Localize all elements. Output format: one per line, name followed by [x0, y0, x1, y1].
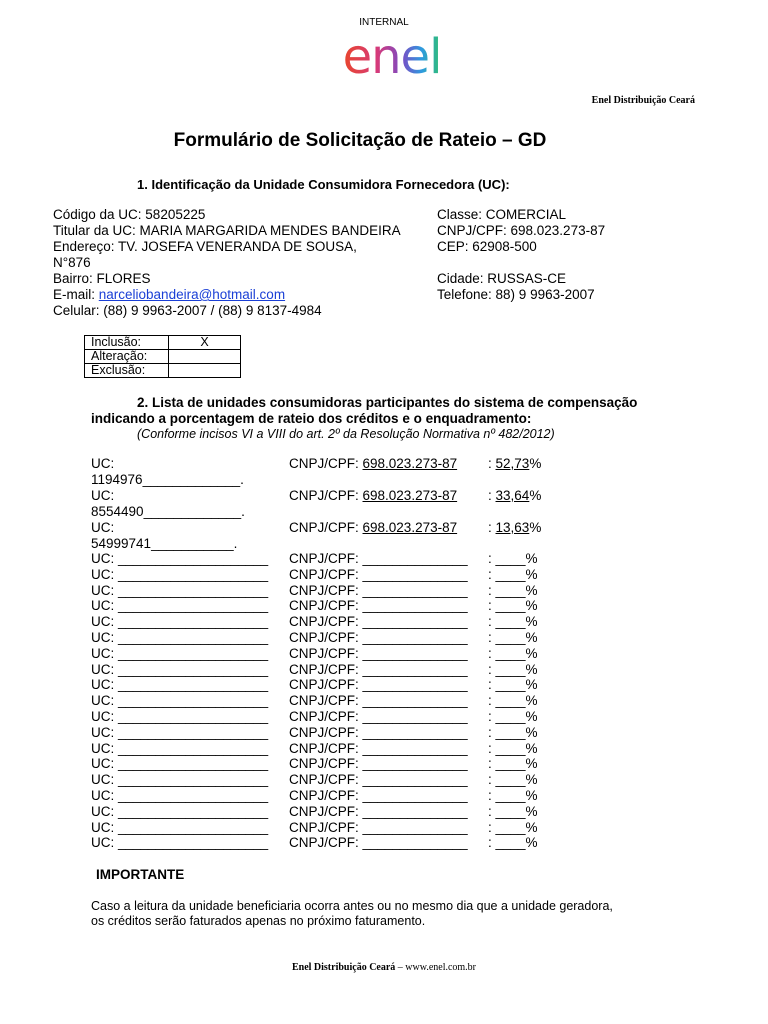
cnpj-value[interactable]: 698.023.273-87 [362, 456, 458, 471]
uc-blank-field: UC: ____________________ [91, 820, 269, 835]
telephone: Telefone: 88) 9 9963-2007 [437, 287, 595, 302]
cnpj-label: CNPJ/CPF: [289, 488, 363, 503]
cnpj-value[interactable]: 698.023.273-87 [362, 520, 458, 535]
note-line-2: os créditos serão faturados apenas no próximo faturamento. [91, 914, 426, 928]
section-2-heading-cont: indicando a porcentagem de rateio dos créditos e o enquadramento: [91, 411, 532, 426]
cnpj-blank-field: CNPJ/CPF: ______________ [289, 646, 468, 661]
cnpj-blank-field: CNPJ/CPF: ______________ [289, 835, 468, 850]
uc-blank-field: UC: ____________________ [91, 788, 269, 803]
page-footer [0, 962, 768, 973]
cnpj-cell [289, 456, 457, 472]
cnpj-blank-field: CNPJ/CPF: ______________ [289, 756, 468, 771]
svg-text:enel: enel [342, 33, 442, 81]
uc-blank-field: UC: ____________________ [91, 551, 269, 566]
percent-unit: % [529, 488, 542, 503]
cnpj-label: CNPJ/CPF: [289, 456, 363, 471]
percent-cell [488, 456, 541, 472]
percent-blank-field: : ____% [488, 583, 538, 598]
cnpj-label: CNPJ/CPF: [289, 520, 363, 535]
percent-blank-field: : ____% [488, 614, 538, 629]
important-note [91, 899, 613, 929]
important-heading: IMPORTANTE [96, 867, 185, 882]
percent-blank-field: : ____% [488, 788, 538, 803]
percent-blank-field: : ____% [488, 804, 538, 819]
cnpj-cpf: CNPJ/CPF: 698.023.273-87 [437, 223, 606, 238]
percent-blank-field: : ____% [488, 820, 538, 835]
note-line-1: Caso a leitura da unidade beneficiaria ocorra antes ou no mesmo dia que a unidade geradora, [91, 899, 613, 913]
cnpj-blank-field: CNPJ/CPF: ______________ [289, 551, 468, 566]
cnpj-blank-field: CNPJ/CPF: ______________ [289, 693, 468, 708]
percent-value[interactable]: 13,63 [495, 520, 530, 535]
percent-blank-field: : ____% [488, 772, 538, 787]
section-1-heading: 1. Identificação da Unidade Consumidora Fornecedora (UC): [137, 177, 510, 192]
cnpj-blank-field: CNPJ/CPF: ______________ [289, 598, 468, 613]
uc-blank-field: UC: ____________________ [91, 677, 269, 692]
percent-separator: : [488, 488, 496, 503]
uc-value[interactable]: 54999741 [91, 536, 152, 551]
uc-value-line [91, 536, 237, 552]
form-title: Formulário de Solicitação de Rateio – GD [173, 130, 547, 151]
percent-value[interactable]: 52,73 [495, 456, 530, 471]
city: Cidade: RUSSAS-CE [437, 271, 567, 286]
uc-fill: _____________. [143, 504, 245, 519]
cellphone: Celular: (88) 9 9963-2007 / (88) 9 8137-4984 [53, 303, 322, 318]
uc-blank-field: UC: ____________________ [91, 583, 269, 598]
cnpj-cell [289, 488, 457, 504]
percent-blank-field: : ____% [488, 598, 538, 613]
section-2-subheading: (Conforme incisos VI a VIII do art. 2º da Resolução Normativa nº 482/2012) [137, 427, 555, 441]
uc-value-line [91, 504, 245, 520]
option-row-inclusion [85, 336, 241, 350]
uc-blank-field: UC: ____________________ [91, 804, 269, 819]
percent-blank-field: : ____% [488, 630, 538, 645]
uc-blank-field: UC: ____________________ [91, 646, 269, 661]
cnpj-blank-field: CNPJ/CPF: ______________ [289, 725, 468, 740]
footer-company: Enel Distribuição Ceará [291, 962, 396, 973]
cnpj-blank-field: CNPJ/CPF: ______________ [289, 677, 468, 692]
uc-blank-field: UC: ____________________ [91, 741, 269, 756]
customer-class: Classe: COMERCIAL [437, 207, 567, 222]
uc-blank-field: UC: ____________________ [91, 693, 269, 708]
classification-label: INTERNAL [359, 17, 409, 28]
cnpj-blank-field: CNPJ/CPF: ______________ [289, 630, 468, 645]
uc-label: UC: [91, 488, 115, 503]
cnpj-blank-field: CNPJ/CPF: ______________ [289, 662, 468, 677]
address-line-2: N°876 [53, 255, 91, 270]
cnpj-value[interactable]: 698.023.273-87 [362, 488, 458, 503]
uc-blank-field: UC: ____________________ [91, 772, 269, 787]
percent-separator: : [488, 456, 496, 471]
option-row-exclusion [85, 364, 241, 378]
cnpj-blank-field: CNPJ/CPF: ______________ [289, 614, 468, 629]
footer-site: www.enel.com.br [405, 962, 477, 973]
percent-separator: : [488, 520, 496, 535]
company-name: Enel Distribuição Ceará [591, 95, 695, 106]
percent-blank-field: : ____% [488, 725, 538, 740]
footer-separator: – [395, 962, 406, 973]
postal-code: CEP: 62908-500 [437, 239, 537, 254]
percent-unit: % [529, 520, 542, 535]
percent-blank-field: : ____% [488, 646, 538, 661]
uc-blank-field: UC: ____________________ [91, 725, 269, 740]
option-mark[interactable] [169, 350, 241, 364]
cnpj-blank-field: CNPJ/CPF: ______________ [289, 567, 468, 582]
cnpj-cell [289, 520, 457, 536]
uc-value-line [91, 472, 244, 488]
uc-blank-field: UC: ____________________ [91, 630, 269, 645]
enel-logo [329, 33, 455, 81]
uc-blank-field: UC: ____________________ [91, 598, 269, 613]
cnpj-blank-field: CNPJ/CPF: ______________ [289, 741, 468, 756]
option-label: Inclusão: [85, 336, 169, 350]
cnpj-blank-field: CNPJ/CPF: ______________ [289, 709, 468, 724]
option-label: Exclusão: [85, 364, 169, 378]
uc-label: UC: [91, 520, 115, 535]
percent-unit: % [529, 456, 542, 471]
percent-cell [488, 520, 541, 536]
percent-value[interactable]: 33,64 [495, 488, 530, 503]
cnpj-blank-field: CNPJ/CPF: ______________ [289, 820, 468, 835]
neighborhood: Bairro: FLORES [53, 271, 151, 286]
percent-blank-field: : ____% [488, 709, 538, 724]
uc-blank-field: UC: ____________________ [91, 567, 269, 582]
uc-fill: _____________. [142, 472, 244, 487]
option-mark[interactable]: X [169, 336, 241, 350]
uc-fill: ___________. [151, 536, 238, 551]
uc-value[interactable]: 1194976 [91, 472, 143, 487]
uc-blank-field: UC: ____________________ [91, 709, 269, 724]
percent-blank-field: : ____% [488, 756, 538, 771]
uc-blank-field: UC: ____________________ [91, 614, 269, 629]
option-label: Alteração: [85, 350, 169, 364]
percent-cell [488, 488, 541, 504]
percent-blank-field: : ____% [488, 677, 538, 692]
request-type-table [84, 335, 241, 378]
percent-blank-field: : ____% [488, 662, 538, 677]
uc-blank-field: UC: ____________________ [91, 662, 269, 677]
email-row [53, 287, 285, 303]
uc-blank-field: UC: ____________________ [91, 756, 269, 771]
percent-blank-field: : ____% [488, 567, 538, 582]
option-row-alteration [85, 350, 241, 364]
email-label: E-mail: [53, 287, 99, 302]
percent-blank-field: : ____% [488, 551, 538, 566]
cnpj-blank-field: CNPJ/CPF: ______________ [289, 583, 468, 598]
uc-holder: Titular da UC: MARIA MARGARIDA MENDES BANDEIRA [53, 223, 401, 238]
percent-blank-field: : ____% [488, 741, 538, 756]
uc-label: UC: [91, 456, 115, 471]
section-2-heading: 2. Lista de unidades consumidoras participantes do sistema de compensação [137, 395, 638, 410]
percent-blank-field: : ____% [488, 835, 538, 850]
percent-blank-field: : ____% [488, 693, 538, 708]
uc-blank-field: UC: ____________________ [91, 835, 269, 850]
email-link[interactable]: narceliobandeira@hotmail.com [98, 287, 286, 302]
cnpj-blank-field: CNPJ/CPF: ______________ [289, 788, 468, 803]
uc-value[interactable]: 8554490 [91, 504, 144, 519]
address-line-1: Endereço: TV. JOSEFA VENERANDA DE SOUSA, [53, 239, 357, 254]
cnpj-blank-field: CNPJ/CPF: ______________ [289, 772, 468, 787]
cnpj-blank-field: CNPJ/CPF: ______________ [289, 804, 468, 819]
option-mark[interactable] [169, 364, 241, 378]
uc-code: Código da UC: 58205225 [53, 207, 206, 222]
